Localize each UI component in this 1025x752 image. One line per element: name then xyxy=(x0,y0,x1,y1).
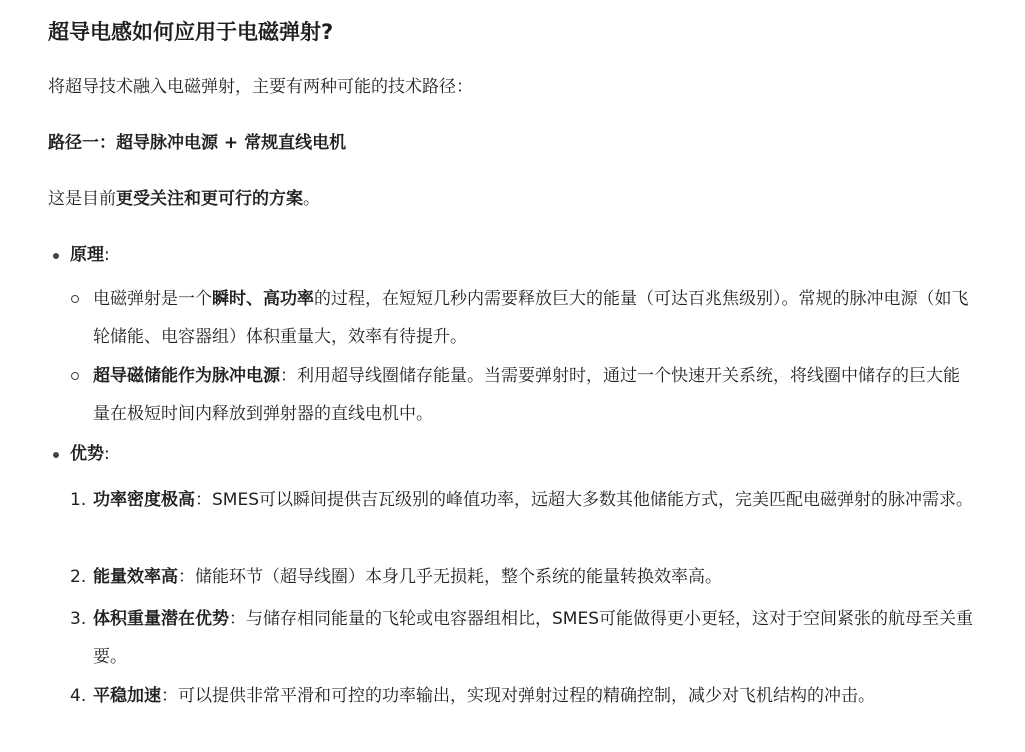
principle-bullet xyxy=(48,241,348,269)
list-number: 2. xyxy=(70,567,87,587)
advantage-item-2 xyxy=(70,558,978,596)
advantage-item-1-bold: 功率密度极高 xyxy=(93,490,195,510)
focus-paragraph xyxy=(48,185,320,213)
advantage-item-2-post: ：储能环节（超导线圈）本身几乎无损耗，整个系统的能量转换效率高。 xyxy=(178,567,722,587)
advantage-item-4-bold: 平稳加速 xyxy=(93,686,161,706)
advantage-item-2-bold: 能量效率高 xyxy=(93,567,178,587)
focus-prefix: 这是目前 xyxy=(48,189,116,209)
bullet-dot xyxy=(53,253,59,259)
advantage-item-1-post: ：SMES可以瞬间提供吉瓦级别的峰值功率，远超大多数其他储能方式，完美匹配电磁弹射的脉冲需求。 xyxy=(195,490,973,510)
list-number: 3. xyxy=(70,609,87,629)
principle-item-2 xyxy=(71,357,976,433)
path1-heading: 路径一：超导脉冲电源 + 常规直线电机 xyxy=(48,133,347,153)
focus-bold: 更受关注和更可行的方案 xyxy=(116,189,303,209)
list-number: 4. xyxy=(70,686,87,706)
circle-bullet xyxy=(71,372,79,380)
circle-bullet xyxy=(71,295,79,303)
bullet-dot xyxy=(53,452,59,458)
principle-item-2-post: ：利用超导线圈储存能量。当需要弹射时，通过一个快速开关系统，将线圈中储存的巨大能量在极短时间内释放到弹射器的直线电机中。 xyxy=(93,366,960,424)
advantages-label xyxy=(70,440,110,468)
list-number: 1. xyxy=(70,490,87,510)
advantage-item-3-text xyxy=(93,600,978,676)
principle-item-2-text xyxy=(93,357,976,433)
advantages-label-text: 优势 xyxy=(70,444,104,464)
advantages-bullet xyxy=(48,440,348,468)
advantage-item-3 xyxy=(70,600,978,676)
advantage-item-4-text xyxy=(93,677,978,715)
intro-paragraph: 将超导技术融入电磁弹射，主要有两种可能的技术路径： xyxy=(48,77,473,97)
principle-colon: : xyxy=(104,245,110,265)
advantages-colon: : xyxy=(104,444,110,464)
principle-item-1-text xyxy=(93,280,976,356)
principle-label-text: 原理 xyxy=(70,245,104,265)
section-title: 超导电感如何应用于电磁弹射? xyxy=(48,20,334,44)
advantage-item-2-text xyxy=(93,558,978,596)
advantage-item-4-post: ：可以提供非常平滑和可控的功率输出，实现对弹射过程的精确控制，减少对飞机结构的冲击。 xyxy=(161,686,875,706)
advantage-item-3-bold: 体积重量潜在优势 xyxy=(93,609,229,629)
advantage-item-1-text xyxy=(93,481,978,519)
focus-suffix: 。 xyxy=(303,189,320,209)
advantage-item-1 xyxy=(70,481,978,519)
principle-item-1-post: 的过程，在短短几秒内需要释放巨大的能量（可达百兆焦级别）。常规的脉冲电源（如飞轮储能、电容器组）体积重量大，效率有待提升。 xyxy=(93,289,969,347)
principle-item-1 xyxy=(71,280,976,356)
principle-label xyxy=(70,241,110,269)
principle-item-1-bold: 瞬时、高功率 xyxy=(212,289,314,309)
advantage-item-4 xyxy=(70,677,978,715)
principle-item-1-pre: 电磁弹射是一个 xyxy=(93,289,212,309)
principle-item-2-bold: 超导磁储能作为脉冲电源 xyxy=(93,366,280,386)
advantage-item-3-post: ：与储存相同能量的飞轮或电容器组相比，SMES可能做得更小更轻，这对于空间紧张的航母至关重要。 xyxy=(93,609,973,667)
